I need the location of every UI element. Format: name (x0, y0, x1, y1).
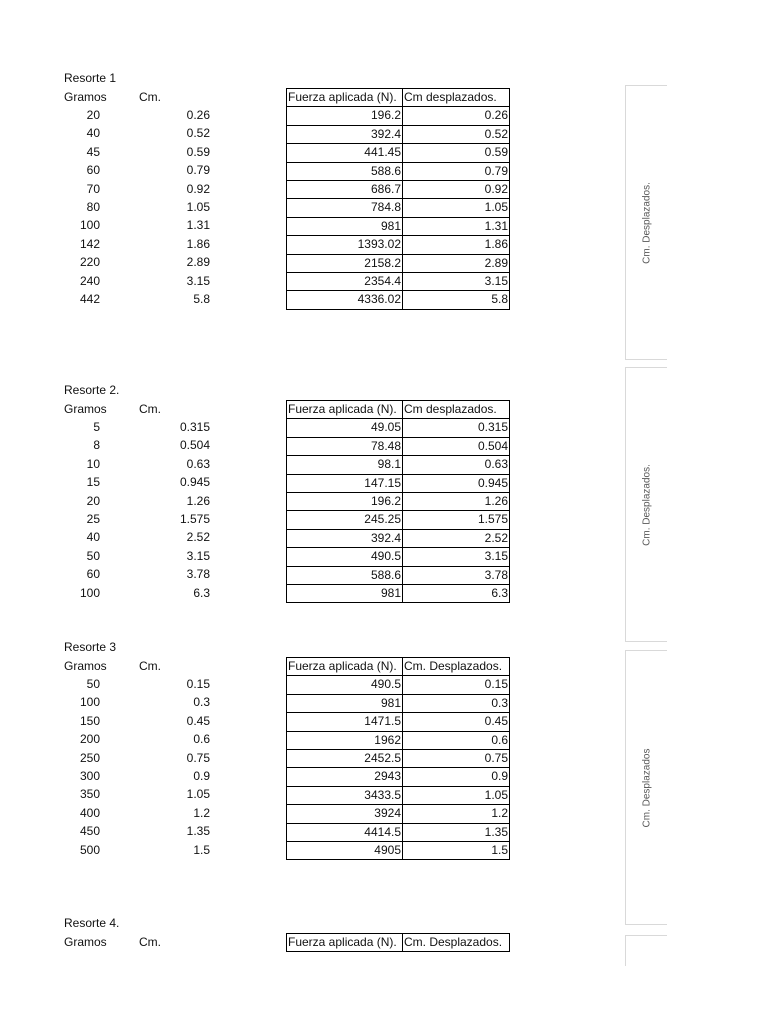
gramos-value: 20 (86, 493, 100, 508)
list-item (64, 675, 224, 693)
gramos-cm-list (64, 675, 224, 859)
table-row (287, 474, 510, 492)
section-title: Resorte 1 (64, 71, 117, 85)
fuerza-cell[interactable]: 981 (287, 694, 403, 712)
gramos-value: 60 (86, 567, 100, 582)
fuerza-cell[interactable]: 441.45 (287, 144, 403, 162)
table-row (287, 585, 510, 603)
cm-value: 0.9 (193, 768, 210, 783)
fuerza-table (286, 933, 510, 952)
list-item (64, 124, 224, 142)
cm-cell[interactable]: 0.45 (403, 713, 510, 731)
fuerza-cell[interactable]: 78.48 (287, 437, 403, 455)
cm-cell[interactable]: 0.945 (403, 474, 510, 492)
gramos-value: 240 (79, 273, 100, 288)
list-item (64, 436, 224, 454)
table-row (287, 162, 510, 180)
table-row (287, 511, 510, 529)
table-row (287, 254, 510, 272)
cm-cell[interactable]: 2.89 (403, 254, 510, 272)
fuerza-cell[interactable]: 392.4 (287, 529, 403, 547)
chart-axis-label: Cm. Desplazados (641, 748, 652, 827)
table-row (287, 529, 510, 547)
gramos-header: Gramos (64, 402, 107, 416)
cm-cell[interactable]: 3.15 (403, 548, 510, 566)
cm-value: 2.52 (186, 530, 210, 545)
table-row (287, 750, 510, 768)
cm-column-header: Cm. Desplazados. (403, 658, 510, 676)
table-row (287, 144, 510, 162)
fuerza-cell[interactable]: 1962 (287, 731, 403, 749)
fuerza-cell[interactable]: 4414.5 (287, 823, 403, 841)
table-row (287, 768, 510, 786)
gramos-value: 50 (86, 677, 100, 691)
list-item (64, 216, 224, 234)
list-item (64, 418, 224, 436)
cm-cell[interactable]: 1.05 (403, 199, 510, 217)
table-row (287, 566, 510, 584)
section-title: Resorte 4. (64, 916, 120, 930)
fuerza-table (286, 88, 510, 310)
fuerza-cell[interactable]: 2354.4 (287, 273, 403, 291)
fuerza-cell[interactable]: 196.2 (287, 107, 403, 125)
cm-cell[interactable]: 0.59 (403, 144, 510, 162)
section-title: Resorte 3 (64, 640, 117, 654)
gramos-header: Gramos (64, 90, 107, 104)
gramos-value: 150 (79, 713, 100, 728)
table-row (287, 236, 510, 254)
cm-cell[interactable]: 1.2 (403, 805, 510, 823)
list-item (64, 161, 224, 179)
list-item (64, 143, 224, 161)
table-row (287, 181, 510, 199)
list-item (64, 565, 224, 583)
cm-cell[interactable]: 0.75 (403, 750, 510, 768)
cm-value: 0.15 (186, 677, 210, 691)
list-item (64, 730, 224, 748)
cm-cell[interactable]: 5.8 (403, 291, 510, 309)
list-item (64, 253, 224, 271)
cm-cell[interactable]: 0.3 (403, 694, 510, 712)
table-row (287, 273, 510, 291)
cm-column-header: Cm desplazados. (403, 89, 510, 107)
gramos-value: 100 (79, 695, 100, 710)
fuerza-cell[interactable]: 1393.02 (287, 236, 403, 254)
cm-value: 1.35 (186, 824, 210, 839)
gramos-value: 40 (86, 530, 100, 545)
table-row (287, 842, 510, 860)
cm-cell[interactable]: 1.86 (403, 236, 510, 254)
cm-cell[interactable]: 1.35 (403, 823, 510, 841)
gramos-value: 220 (79, 255, 100, 270)
cm-value: 3.15 (186, 548, 210, 563)
cm-value: 0.59 (186, 144, 210, 159)
list-item (64, 785, 224, 803)
gramos-value: 450 (79, 824, 100, 839)
cm-cell[interactable]: 6.3 (403, 585, 510, 603)
gramos-value: 400 (79, 805, 100, 820)
gramos-header: Gramos (64, 935, 107, 949)
cm-value: 0.45 (186, 713, 210, 728)
cm-column-header: Cm desplazados. (403, 401, 510, 419)
gramos-value: 5 (93, 420, 100, 434)
cm-cell[interactable]: 3.78 (403, 566, 510, 584)
section-title: Resorte 2. (64, 383, 120, 397)
fuerza-cell[interactable]: 2943 (287, 768, 403, 786)
chart-resorte-1[interactable] (625, 85, 667, 360)
table-row (287, 786, 510, 804)
cm-cell[interactable]: 0.79 (403, 162, 510, 180)
chart-axis-label: Cm. Desplazados. (641, 181, 652, 264)
fuerza-table (286, 400, 510, 603)
cm-cell[interactable]: 0.315 (403, 419, 510, 437)
table-row (287, 437, 510, 455)
gramos-value: 20 (86, 108, 100, 122)
gramos-value: 350 (79, 787, 100, 802)
fuerza-cell[interactable]: 196.2 (287, 493, 403, 511)
fuerza-cell[interactable]: 2452.5 (287, 750, 403, 768)
gramos-value: 142 (79, 236, 100, 251)
cm-value: 3.15 (186, 273, 210, 288)
gramos-value: 250 (79, 750, 100, 765)
fuerza-cell[interactable]: 784.8 (287, 199, 403, 217)
table-row (287, 107, 510, 125)
fuerza-cell[interactable]: 2158.2 (287, 254, 403, 272)
fuerza-cell[interactable]: 3924 (287, 805, 403, 823)
cm-header: Cm. (139, 90, 161, 104)
table-row (287, 125, 510, 143)
cm-value: 1.2 (193, 805, 210, 820)
cm-cell[interactable]: 0.63 (403, 456, 510, 474)
list-item (64, 106, 224, 124)
list-item (64, 804, 224, 822)
table-row (287, 823, 510, 841)
fuerza-column-header: Fuerza aplicada (N). (287, 934, 403, 952)
list-item (64, 492, 224, 510)
cm-cell[interactable]: 0.6 (403, 731, 510, 749)
fuerza-column-header: Fuerza aplicada (N). (287, 89, 403, 107)
fuerza-cell[interactable]: 490.5 (287, 676, 403, 694)
cm-cell[interactable]: 2.52 (403, 529, 510, 547)
cm-column-header: Cm. Desplazados. (403, 934, 510, 952)
table-header-row (287, 658, 510, 676)
fuerza-cell[interactable]: 1471.5 (287, 713, 403, 731)
list-item (64, 749, 224, 767)
table-row (287, 199, 510, 217)
list-item (64, 235, 224, 253)
gramos-value: 8 (93, 438, 100, 453)
list-item (64, 584, 224, 602)
cm-value: 1.05 (186, 199, 210, 214)
cm-value: 6.3 (193, 585, 210, 600)
cm-header: Cm. (139, 659, 161, 673)
table-header-row (287, 89, 510, 107)
fuerza-cell[interactable]: 147.15 (287, 474, 403, 492)
table-row (287, 419, 510, 437)
table-header-row (287, 401, 510, 419)
cm-value: 0.92 (186, 181, 210, 196)
cm-cell[interactable]: 0.9 (403, 768, 510, 786)
gramos-value: 15 (86, 475, 100, 490)
chart-resorte-3[interactable] (625, 650, 667, 925)
cm-value: 2.89 (186, 255, 210, 270)
gramos-value: 70 (86, 181, 100, 196)
list-item (64, 180, 224, 198)
list-item (64, 767, 224, 785)
gramos-value: 442 (79, 291, 100, 306)
cm-header: Cm. (139, 935, 161, 949)
cm-value: 0.79 (186, 163, 210, 178)
cm-cell[interactable]: 0.92 (403, 181, 510, 199)
gramos-value: 45 (86, 144, 100, 159)
gramos-value: 50 (86, 548, 100, 563)
gramos-value: 40 (86, 126, 100, 141)
fuerza-cell[interactable]: 245.25 (287, 511, 403, 529)
cm-value: 0.504 (179, 438, 210, 453)
fuerza-cell[interactable]: 3433.5 (287, 786, 403, 804)
cm-value: 1.26 (186, 493, 210, 508)
list-item (64, 198, 224, 216)
fuerza-column-header: Fuerza aplicada (N). (287, 401, 403, 419)
table-row (287, 548, 510, 566)
cm-value: 0.315 (179, 420, 210, 434)
gramos-header: Gramos (64, 659, 107, 673)
cm-value: 0.3 (193, 695, 210, 710)
chart-resorte-4[interactable] (625, 935, 667, 966)
gramos-value: 200 (79, 732, 100, 747)
fuerza-cell[interactable]: 981 (287, 217, 403, 235)
table-row (287, 493, 510, 511)
cm-value: 1.5 (193, 842, 210, 857)
cm-value: 1.31 (186, 218, 210, 233)
fuerza-cell[interactable]: 392.4 (287, 125, 403, 143)
list-item (64, 822, 224, 840)
cm-cell[interactable]: 0.504 (403, 437, 510, 455)
list-item (64, 455, 224, 473)
cm-value: 0.945 (179, 475, 210, 490)
fuerza-table (286, 657, 510, 860)
cm-value: 0.6 (193, 732, 210, 747)
table-row (287, 731, 510, 749)
gramos-cm-list (64, 418, 224, 602)
cm-cell[interactable]: 1.5 (403, 842, 510, 860)
list-item (64, 290, 224, 308)
fuerza-cell[interactable]: 981 (287, 585, 403, 603)
gramos-value: 500 (79, 842, 100, 857)
fuerza-cell[interactable]: 98.1 (287, 456, 403, 474)
fuerza-cell[interactable]: 588.6 (287, 566, 403, 584)
table-row (287, 456, 510, 474)
gramos-cm-list (64, 106, 224, 308)
list-item (64, 693, 224, 711)
cm-value: 1.575 (179, 511, 210, 526)
fuerza-cell[interactable]: 490.5 (287, 548, 403, 566)
gramos-value: 25 (86, 511, 100, 526)
fuerza-cell[interactable]: 49.05 (287, 419, 403, 437)
cm-cell[interactable]: 1.31 (403, 217, 510, 235)
table-row (287, 291, 510, 309)
cm-value: 0.63 (186, 456, 210, 471)
table-row (287, 713, 510, 731)
cm-value: 3.78 (186, 567, 210, 582)
chart-axis-label: Cm. Desplazados. (641, 463, 652, 546)
chart-resorte-2[interactable] (625, 367, 667, 642)
table-row (287, 676, 510, 694)
cm-value: 0.52 (186, 126, 210, 141)
cm-cell[interactable]: 3.15 (403, 273, 510, 291)
table-row (287, 805, 510, 823)
list-item (64, 712, 224, 730)
list-item (64, 547, 224, 565)
cm-cell[interactable]: 0.15 (403, 676, 510, 694)
gramos-value: 100 (79, 585, 100, 600)
list-item (64, 528, 224, 546)
list-item (64, 272, 224, 290)
cm-cell[interactable]: 1.26 (403, 493, 510, 511)
cm-cell[interactable]: 0.26 (403, 107, 510, 125)
list-item (64, 841, 224, 859)
cm-value: 1.86 (186, 236, 210, 251)
gramos-value: 300 (79, 768, 100, 783)
cm-header: Cm. (139, 402, 161, 416)
cm-value: 5.8 (193, 291, 210, 306)
cm-cell[interactable]: 1.05 (403, 786, 510, 804)
table-header-row (287, 934, 510, 952)
table-row (287, 217, 510, 235)
cm-value: 0.26 (186, 108, 210, 122)
fuerza-column-header: Fuerza aplicada (N). (287, 658, 403, 676)
fuerza-cell[interactable]: 588.6 (287, 162, 403, 180)
table-row (287, 694, 510, 712)
fuerza-cell[interactable]: 4905 (287, 842, 403, 860)
gramos-value: 100 (79, 218, 100, 233)
fuerza-cell[interactable]: 686.7 (287, 181, 403, 199)
gramos-value: 60 (86, 163, 100, 178)
list-item (64, 510, 224, 528)
gramos-value: 10 (86, 456, 100, 471)
cm-cell[interactable]: 1.575 (403, 511, 510, 529)
gramos-value: 80 (86, 199, 100, 214)
cm-value: 1.05 (186, 787, 210, 802)
cm-cell[interactable]: 0.52 (403, 125, 510, 143)
list-item (64, 473, 224, 491)
cm-value: 0.75 (186, 750, 210, 765)
fuerza-cell[interactable]: 4336.02 (287, 291, 403, 309)
